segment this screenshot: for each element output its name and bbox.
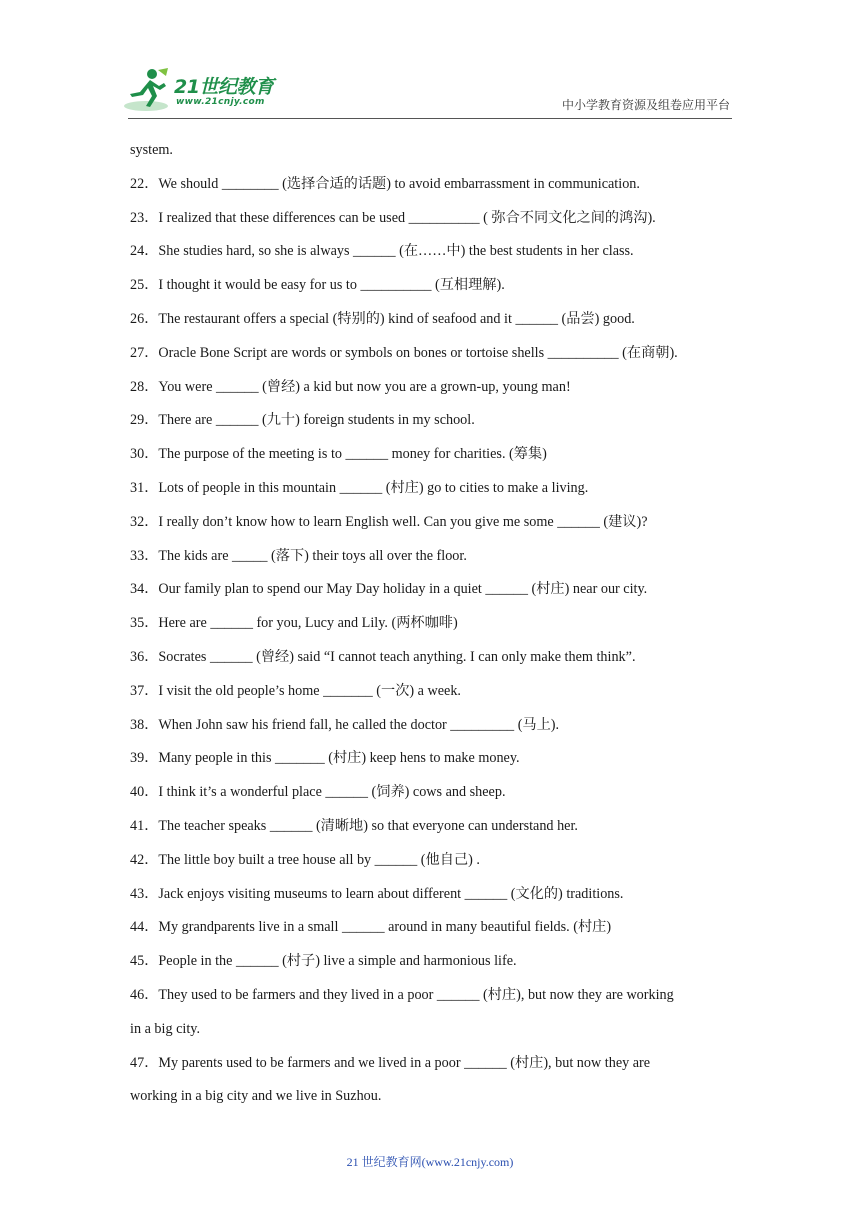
platform-title: 中小学教育资源及组卷应用平台	[561, 98, 730, 112]
text-line: system.	[130, 142, 173, 158]
question-24: 24．She studies hard, so she is always ______ (在……中) the best students in her class.	[130, 243, 634, 260]
question-45: 45．People in the ______ (村子) live a simple and harmonious life.	[130, 953, 517, 970]
question-47: 47．My parents used to be farmers and we lived in a poor ______ (村庄), but now they are	[130, 1054, 651, 1071]
page-footer: 21 世纪教育网(www.21cnjy.com)	[346, 1155, 514, 1169]
question-44: 44．My grandparents live in a small ______ around in many beautiful fields. (村庄)	[130, 919, 612, 936]
question-34: 34．Our family plan to spend our May Day holiday in a quiet ______ (村庄) near our city.	[130, 581, 648, 598]
question-42: 42．The little boy built a tree house all by ______ (他自己) .	[130, 851, 480, 868]
question-30: 30．The purpose of the meeting is to ______ money for charities. (筹集)	[130, 446, 547, 463]
question-29: 29．There are ______ (九十) foreign students in my school.	[130, 412, 475, 429]
question-47-continued: working in a big city and we live in Suzhou.	[130, 1088, 382, 1105]
question-39: 39．Many people in this _______ (村庄) keep hens to make money.	[130, 750, 520, 767]
question-46: 46．They used to be farmers and they lived in a poor ______ (村庄), but now they are working	[130, 986, 674, 1003]
page-header	[0, 0, 860, 130]
question-26: 26．The restaurant offers a special (特别的) kind of seafood and it ______ (品尝) good.	[130, 310, 635, 327]
question-22: 22．We should ________ (选择合适的话题) to avoid embarrassment in communication.	[130, 175, 640, 192]
question-38: 38．When John saw his friend fall, he called the doctor _________ (马上).	[130, 716, 560, 733]
question-40: 40．I think it’s a wonderful place ______ (饲养) cows and sheep.	[130, 784, 506, 801]
runner-logo-icon	[122, 66, 174, 114]
question-31: 31．Lots of people in this mountain ______ (村庄) go to cities to make a living.	[130, 479, 589, 496]
logo	[122, 66, 292, 116]
logo-text: 21世纪教育	[174, 76, 274, 98]
question-46-continued: in a big city.	[130, 1020, 201, 1037]
question-41: 41．The teacher speaks ______ (清晰地) so that everyone can understand her.	[130, 817, 578, 834]
question-28: 28．You were ______ (曾经) a kid but now you are a grown-up, young man!	[130, 378, 571, 395]
question-27: 27．Oracle Bone Script are words or symbols on bones or tortoise shells __________ (在商朝).	[130, 344, 678, 361]
question-33: 33．The kids are _____ (落下) their toys all over the floor.	[130, 547, 467, 564]
question-36: 36．Socrates ______ (曾经) said “I cannot teach anything. I can only make them think”.	[130, 648, 636, 665]
question-25: 25．I thought it would be easy for us to __________ (互相理解).	[130, 277, 505, 294]
question-35: 35．Here are ______ for you, Lucy and Lily. (两杯咖啡)	[130, 615, 458, 632]
exercise-list	[130, 134, 732, 1114]
question-23: 23．I realized that these differences can be used __________ ( 弥合不同文化之间的鸿沟).	[130, 209, 656, 226]
header-divider	[128, 118, 732, 119]
question-32: 32．I really don’t know how to learn English well. Can you give me some ______ (建议)?	[130, 513, 648, 530]
question-37: 37．I visit the old people’s home _______ (一次) a week.	[130, 682, 461, 699]
logo-url: www.21cnjy.com	[176, 97, 265, 107]
question-43: 43．Jack enjoys visiting museums to learn about different ______ (文化的) traditions.	[130, 885, 624, 902]
